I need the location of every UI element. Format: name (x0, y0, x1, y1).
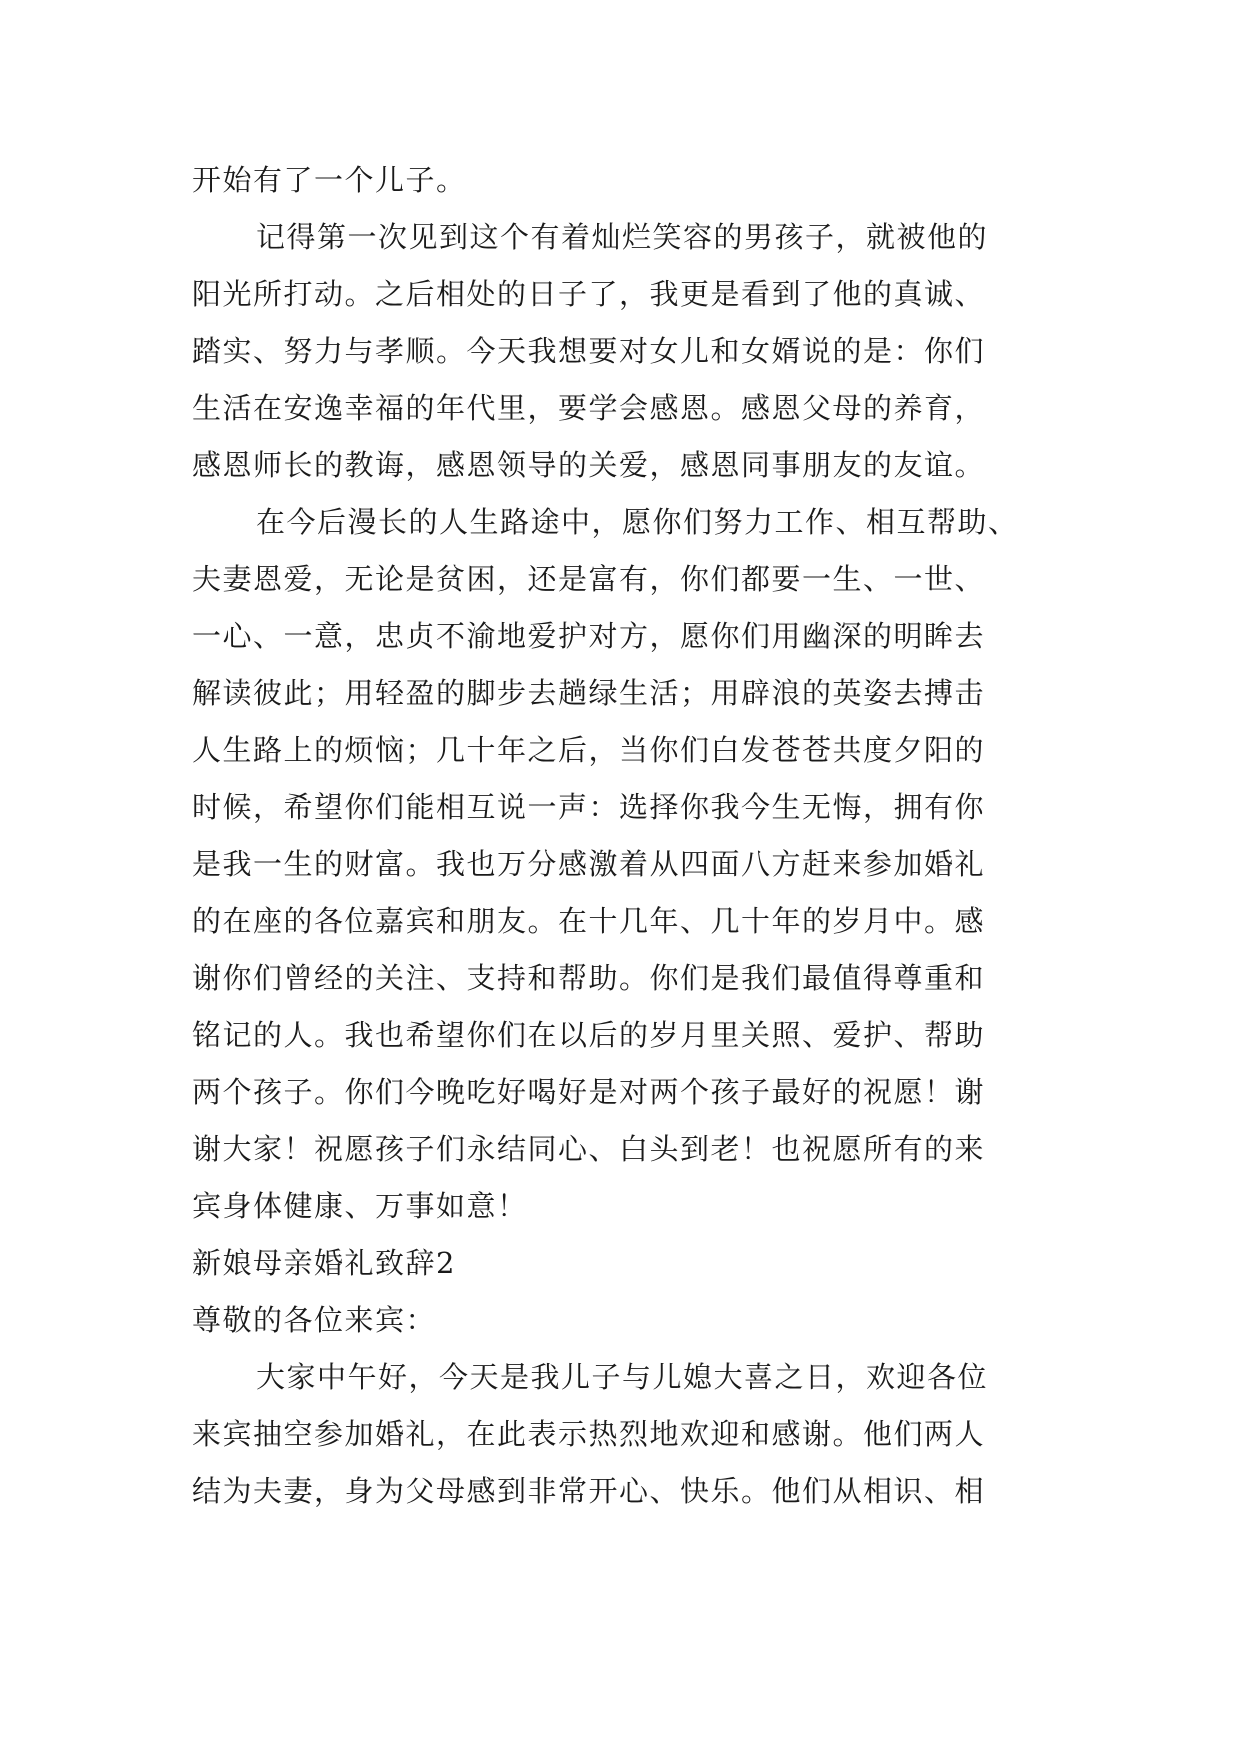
text-line: 一心、一意，忠贞不渝地爱护对方，愿你们用幽深的明眸去 (192, 619, 986, 653)
text-line: 两个孩子。你们今晚吃好喝好是对两个孩子最好的祝愿！谢 (192, 1075, 986, 1109)
text-line: 人生路上的烦恼；几十年之后，当你们白发苍苍共度夕阳的 (192, 733, 986, 767)
salutation: 尊敬的各位来宾： (192, 1303, 437, 1337)
text-line: 解读彼此；用轻盈的脚步去趟绿生活；用辟浪的英姿去搏击 (192, 676, 986, 710)
paragraph-start-line: 大家中午好，今天是我儿子与儿媳大喜之日，欢迎各位 (256, 1360, 989, 1394)
text-line: 铭记的人。我也希望你们在以后的岁月里关照、爱护、帮助 (192, 1018, 986, 1052)
text-line: 生活在安逸幸福的年代里，要学会感恩。感恩父母的养育， (192, 391, 986, 425)
text-line: 的在座的各位嘉宾和朋友。在十几年、几十年的岁月中。感 (192, 904, 986, 938)
text-line: 夫妻恩爱，无论是贫困，还是富有，你们都要一生、一世、 (192, 562, 986, 596)
text-line: 谢你们曾经的关注、支持和帮助。你们是我们最值得尊重和 (192, 961, 986, 995)
text-line: 时候，希望你们能相互说一声：选择你我今生无悔，拥有你 (192, 790, 986, 824)
text-line: 结为夫妻，身为父母感到非常开心、快乐。他们从相识、相 (192, 1474, 986, 1508)
text-line: 感恩师长的教诲，感恩领导的关爱，感恩同事朋友的友谊。 (192, 448, 986, 482)
paragraph-start-line: 在今后漫长的人生路途中，愿你们努力工作、相互帮助、 (256, 505, 1019, 539)
text-line: 阳光所打动。之后相处的日子了，我更是看到了他的真诚、 (192, 277, 986, 311)
text-line: 是我一生的财富。我也万分感激着从四面八方赶来参加婚礼 (192, 847, 986, 881)
paragraph-start-line: 记得第一次见到这个有着灿烂笑容的男孩子，就被他的 (256, 220, 989, 254)
text-line: 踏实、努力与孝顺。今天我想要对女儿和女婿说的是：你们 (192, 334, 986, 368)
text-line: 宾身体健康、万事如意！ (192, 1189, 528, 1223)
text-line: 谢大家！祝愿孩子们永结同心、白头到老！也祝愿所有的来 (192, 1132, 986, 1166)
text-line: 来宾抽空参加婚礼，在此表示热烈地欢迎和感谢。他们两人 (192, 1417, 986, 1451)
text-line: 开始有了一个儿子。 (192, 163, 467, 197)
section-heading: 新娘母亲婚礼致辞2 (192, 1246, 456, 1280)
